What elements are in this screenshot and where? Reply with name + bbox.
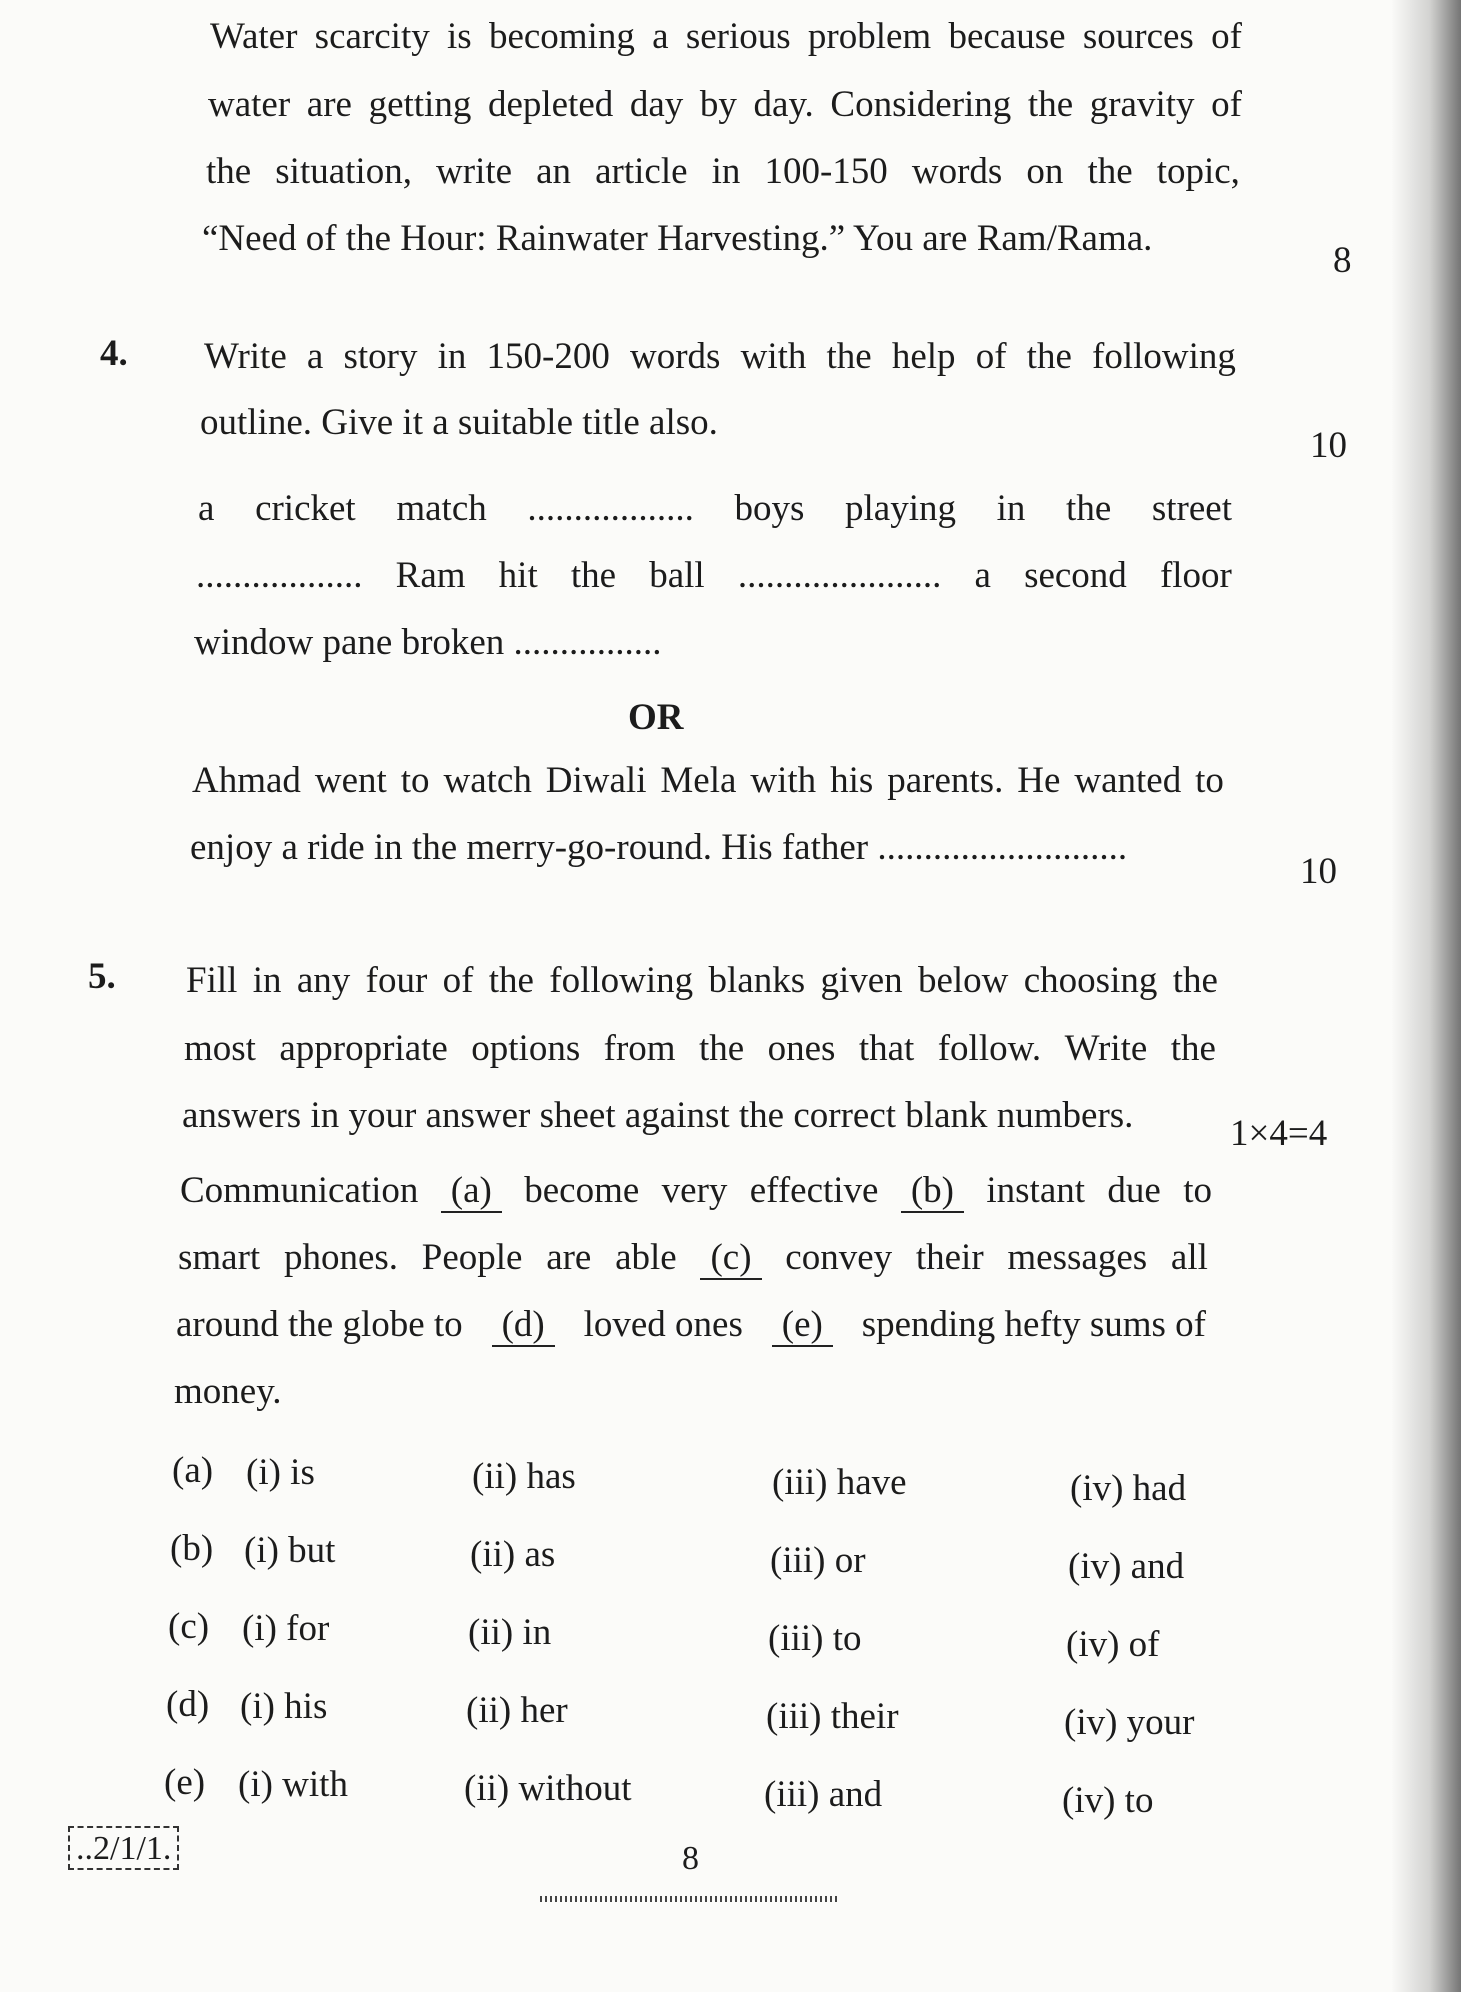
line-word: on bbox=[1026, 151, 1064, 192]
passage-word: smart bbox=[178, 1237, 261, 1278]
line-word: story bbox=[343, 336, 418, 377]
passage-word: very bbox=[661, 1170, 728, 1211]
line-word: of bbox=[1211, 84, 1242, 125]
option-i: (i) with bbox=[238, 1764, 348, 1805]
line-word: Write bbox=[1064, 1028, 1148, 1069]
blank-b: (b) bbox=[901, 1172, 964, 1213]
line-word: of bbox=[442, 960, 474, 1001]
passage-word: their bbox=[915, 1237, 984, 1278]
barcode-strip bbox=[540, 1896, 840, 1902]
line-word: in bbox=[437, 336, 467, 377]
option-ii: (ii) as bbox=[470, 1534, 556, 1575]
line-word: write bbox=[436, 151, 513, 192]
line-word: Considering bbox=[830, 84, 1012, 125]
line-word: day. bbox=[753, 84, 814, 125]
line-word: most bbox=[184, 1028, 256, 1069]
passage-word: around the globe to bbox=[176, 1304, 463, 1345]
line-word: the bbox=[1066, 488, 1112, 529]
line-word: the bbox=[1027, 84, 1074, 125]
q4-marks: 10 bbox=[1310, 425, 1347, 466]
option-row-label: (b) bbox=[170, 1528, 214, 1569]
passage-line-3 bbox=[176, 1306, 1206, 1347]
line-word: serious bbox=[685, 16, 791, 57]
line-word: ball bbox=[649, 555, 705, 596]
line-word: the bbox=[570, 555, 617, 596]
line-word: his bbox=[830, 760, 874, 801]
passage-word: able bbox=[615, 1237, 677, 1278]
line-word: match bbox=[396, 488, 487, 529]
paper-code: ..2/1/1. bbox=[68, 1826, 179, 1870]
passage-word: phones. bbox=[283, 1237, 399, 1278]
line-word: wanted bbox=[1074, 760, 1182, 801]
line-word: the bbox=[1172, 960, 1218, 1001]
option-i: (i) is bbox=[246, 1452, 315, 1493]
q3-line-4: “Need of the Hour: Rainwater Harvesting.” You are Ram/Rama. bbox=[202, 218, 1153, 259]
blank-e: (e) bbox=[772, 1306, 833, 1347]
line-word: sources bbox=[1082, 16, 1194, 57]
line-word: Water bbox=[210, 16, 298, 57]
option-row-label: (e) bbox=[164, 1762, 206, 1803]
passage-line-4: money. bbox=[174, 1371, 282, 1412]
line-word: with bbox=[750, 760, 817, 801]
line-word: the bbox=[698, 1028, 745, 1069]
option-ii: (ii) in bbox=[468, 1612, 552, 1653]
line-word: cricket bbox=[255, 488, 356, 529]
line-word: following bbox=[549, 960, 694, 1001]
line-word: the bbox=[1170, 1028, 1216, 1069]
line-word: went bbox=[314, 760, 387, 801]
q4-intro-line-2: outline. Give it a suitable title also. bbox=[200, 402, 718, 443]
line-word: of bbox=[1211, 16, 1242, 57]
passage-word: messages bbox=[1007, 1237, 1148, 1278]
line-word: watch bbox=[443, 760, 532, 801]
passage-word: instant bbox=[986, 1170, 1086, 1211]
line-word: a bbox=[974, 555, 991, 596]
line-word: in bbox=[996, 488, 1026, 529]
line-word: of bbox=[975, 336, 1007, 377]
line-word: Mela bbox=[660, 760, 737, 801]
line-word: an bbox=[536, 151, 572, 192]
page-number: 8 bbox=[682, 1840, 699, 1877]
line-word: water bbox=[208, 84, 291, 125]
option-iv: (iv) to bbox=[1062, 1780, 1154, 1821]
line-word: the bbox=[826, 336, 872, 377]
line-word: Ahmad bbox=[192, 760, 301, 801]
line-word: Fill bbox=[186, 960, 238, 1001]
passage-word: Communication bbox=[180, 1170, 419, 1211]
option-ii: (ii) has bbox=[472, 1456, 576, 1497]
passage-word: are bbox=[546, 1237, 592, 1278]
q5-marks: 1×4=4 bbox=[1230, 1113, 1328, 1154]
line-word: becoming bbox=[488, 16, 635, 57]
line-word: the bbox=[206, 151, 252, 192]
option-ii: (ii) without bbox=[464, 1768, 632, 1809]
line-word: scarcity bbox=[314, 16, 430, 57]
line-word: .................. bbox=[196, 555, 363, 596]
q5-intro-line-2 bbox=[184, 1030, 1216, 1067]
q5-number: 5. bbox=[88, 956, 116, 997]
option-iv: (iv) and bbox=[1068, 1546, 1185, 1587]
blank-c: (c) bbox=[700, 1239, 761, 1280]
line-word: in bbox=[711, 151, 741, 192]
passage-word: loved ones bbox=[583, 1304, 743, 1345]
line-word: a bbox=[306, 336, 324, 377]
line-word: appropriate bbox=[279, 1028, 448, 1069]
line-word: blanks bbox=[708, 960, 806, 1001]
line-word: boys bbox=[734, 488, 805, 529]
line-word: playing bbox=[845, 488, 957, 529]
line-word: following bbox=[1092, 336, 1236, 377]
passage-word: effective bbox=[749, 1170, 879, 1211]
q5-intro-line-1 bbox=[186, 962, 1218, 999]
line-word: in bbox=[252, 960, 282, 1001]
q4-intro-line-1 bbox=[204, 338, 1236, 375]
line-word: parents. bbox=[887, 760, 1004, 801]
q3-line-1 bbox=[210, 18, 1242, 55]
option-i: (i) for bbox=[242, 1608, 330, 1649]
option-ii: (ii) her bbox=[466, 1690, 568, 1731]
q3-line-2 bbox=[208, 86, 1242, 123]
option-iii: (iii) to bbox=[768, 1618, 862, 1659]
q5-intro-line-3: answers in your answer sheet against the correct blank numbers. bbox=[182, 1095, 1134, 1136]
q4-outline-line-2 bbox=[196, 557, 1232, 594]
line-word: words bbox=[911, 151, 1003, 192]
line-word: street bbox=[1151, 488, 1232, 529]
line-word: any bbox=[296, 960, 351, 1001]
line-word: to bbox=[1195, 760, 1224, 801]
line-word: hit bbox=[498, 555, 538, 596]
line-word: from bbox=[603, 1028, 676, 1069]
line-word: with bbox=[740, 336, 807, 377]
line-word: Diwali bbox=[545, 760, 647, 801]
scanned-page-edge-shadow bbox=[1391, 0, 1461, 1992]
line-word: gravity bbox=[1089, 84, 1195, 125]
line-word: second bbox=[1024, 555, 1127, 596]
q3-line-3 bbox=[206, 153, 1240, 190]
line-word: the bbox=[1026, 336, 1072, 377]
line-word: the bbox=[488, 960, 534, 1001]
passage-word: become bbox=[524, 1170, 640, 1211]
line-word: topic, bbox=[1156, 151, 1240, 192]
line-word: the bbox=[1087, 151, 1133, 192]
line-word: a bbox=[652, 16, 669, 57]
line-word: ones bbox=[767, 1028, 836, 1069]
line-word: options bbox=[471, 1028, 581, 1069]
line-word: day bbox=[629, 84, 684, 125]
line-word: .................. bbox=[527, 488, 694, 529]
line-word: that bbox=[858, 1028, 915, 1069]
q4-number: 4. bbox=[100, 333, 128, 374]
passage-line-1 bbox=[180, 1172, 1212, 1213]
option-iv: (iv) had bbox=[1070, 1468, 1187, 1509]
line-word: a bbox=[198, 488, 215, 529]
line-word: problem bbox=[807, 16, 932, 57]
q4-outline-line-3: window pane broken ................ bbox=[194, 622, 662, 663]
option-iv: (iv) your bbox=[1064, 1702, 1195, 1743]
line-word: ...................... bbox=[737, 555, 942, 596]
line-word: article bbox=[595, 151, 688, 192]
line-word: by bbox=[699, 84, 737, 125]
blank-d: (d) bbox=[492, 1306, 555, 1347]
line-word: choosing bbox=[1023, 960, 1158, 1001]
line-word: words bbox=[630, 336, 721, 377]
line-word: 100-150 bbox=[764, 151, 888, 192]
passage-word: People bbox=[421, 1237, 523, 1278]
line-word: given bbox=[820, 960, 903, 1001]
option-iv: (iv) of bbox=[1066, 1624, 1160, 1665]
line-word: to bbox=[400, 760, 430, 801]
option-row-label: (a) bbox=[172, 1450, 214, 1491]
passage-word: all bbox=[1170, 1237, 1208, 1278]
q4-outline-line-1 bbox=[198, 490, 1232, 527]
option-iii: (iii) and bbox=[764, 1774, 883, 1815]
q3-marks: 8 bbox=[1333, 240, 1352, 281]
line-word: below bbox=[917, 960, 1009, 1001]
option-row-label: (c) bbox=[168, 1606, 210, 1647]
line-word: is bbox=[446, 16, 472, 57]
line-word: are bbox=[306, 84, 352, 125]
line-word: 150-200 bbox=[486, 336, 610, 377]
option-iii: (iii) their bbox=[766, 1696, 899, 1737]
line-word: Write bbox=[204, 336, 287, 377]
line-word: He bbox=[1017, 760, 1061, 801]
or-heading: OR bbox=[628, 697, 684, 738]
passage-word: due bbox=[1107, 1170, 1161, 1211]
line-word: because bbox=[948, 16, 1066, 57]
line-word: Ram bbox=[395, 555, 466, 596]
passage-word: to bbox=[1183, 1170, 1212, 1211]
passage-word: convey bbox=[785, 1237, 893, 1278]
option-iii: (iii) or bbox=[770, 1540, 866, 1581]
passage-line-2 bbox=[178, 1239, 1208, 1280]
option-i: (i) his bbox=[240, 1686, 328, 1727]
line-word: four bbox=[365, 960, 428, 1001]
line-word: depleted bbox=[487, 84, 614, 125]
blank-a: (a) bbox=[441, 1172, 502, 1213]
line-word: getting bbox=[368, 84, 472, 125]
line-word: help bbox=[891, 336, 956, 377]
q4-alt-line-2: enjoy a ride in the merry-go-round. His father ........................... bbox=[190, 827, 1128, 868]
passage-word: spending hefty sums of bbox=[861, 1304, 1206, 1345]
q4-alt-marks: 10 bbox=[1300, 851, 1337, 892]
option-iii: (iii) have bbox=[772, 1462, 907, 1503]
line-word: situation, bbox=[275, 151, 412, 192]
line-word: follow. bbox=[937, 1028, 1042, 1069]
option-i: (i) but bbox=[244, 1530, 336, 1571]
q4-alt-line-1 bbox=[192, 762, 1224, 799]
option-row-label: (d) bbox=[166, 1684, 210, 1725]
line-word: floor bbox=[1159, 555, 1232, 596]
